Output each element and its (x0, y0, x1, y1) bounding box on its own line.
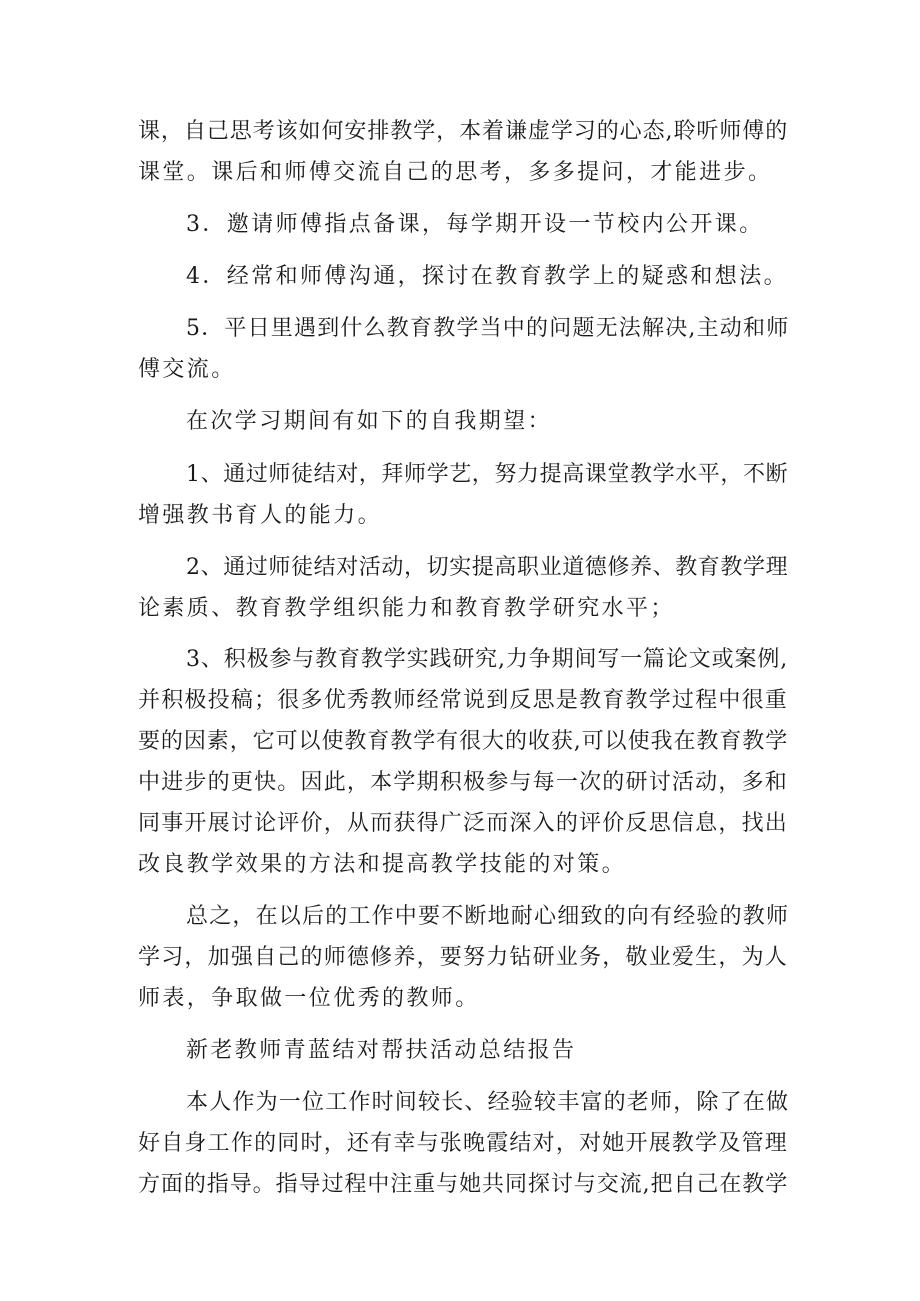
list-item-3: 3．邀请师傅指点备课，每学期开设一节校内公开课。 (186, 212, 764, 237)
paragraph-line: 师表，争取做一位优秀的教师。 (138, 986, 480, 1011)
paragraph-line: 学习，加强自己的师德修养，要努力钻研业务，敬业爱生，为人 (138, 945, 788, 970)
report-paragraph: 本人作为一位工作时间较长、经验较丰富的老师，除了在做 (186, 1090, 790, 1115)
paragraph-line: 同事开展讨论评价，从而获得广泛而深入的评价反思信息，找出 (138, 811, 788, 836)
list-item-5: 5．平日里遇到什么教育教学当中的问题无法解决,主动和师 (186, 316, 790, 341)
paragraph-line: 好自身工作的同时，还有幸与张晚霞结对，对她开展教学及管理 (138, 1131, 788, 1156)
report-title: 新老教师青蓝结对帮扶活动总结报告 (186, 1038, 577, 1063)
paragraph-line: 要的因素，它可以使教育教学有很大的收获,可以使我在教育教学 (138, 729, 788, 754)
paragraph-line: 增强教书育人的能力。 (138, 503, 383, 528)
paragraph-line: 并积极投稿；很多优秀教师经常说到反思是教育教学过程中很重 (138, 688, 788, 713)
section-intro: 在次学习期间有如下的自我期望： (186, 409, 553, 434)
paragraph-line: 改良教学效果的方法和提高教学技能的对策。 (138, 852, 627, 877)
expectation-item-2: 2、通过师徒结对活动，切实提高职业道德修养、教育教学理 (186, 555, 788, 580)
paragraph-line: 课，自己思考该如何安排教学，本着谦虚学习的心态,聆听师傅的 (138, 119, 788, 144)
paragraph-line: 课堂。课后和师傅交流自己的思考，多多提问，才能进步。 (138, 160, 773, 185)
list-item-4: 4．经常和师傅沟通，探讨在教育教学上的疑惑和想法。 (186, 264, 788, 289)
paragraph-line: 中进步的更快。因此，本学期积极参与每一次的研讨活动，多和 (138, 770, 788, 795)
paragraph-line: 论素质、教育教学组织能力和教育教学研究水平； (138, 596, 675, 621)
paragraph-line: 方面的指导。指导过程中注重与她共同探讨与交流,把自己在教学 (138, 1172, 788, 1197)
paragraph-line: 傅交流。 (138, 357, 236, 382)
summary-paragraph: 总之，在以后的工作中要不断地耐心细致的向有经验的教师 (186, 904, 790, 929)
expectation-item-1: 1、通过师徒结对，拜师学艺，努力提高课堂教学水平，不断 (186, 462, 788, 487)
expectation-item-3: 3、积极参与教育教学实践研究,力争期间写一篇论文或案例, (186, 647, 788, 672)
